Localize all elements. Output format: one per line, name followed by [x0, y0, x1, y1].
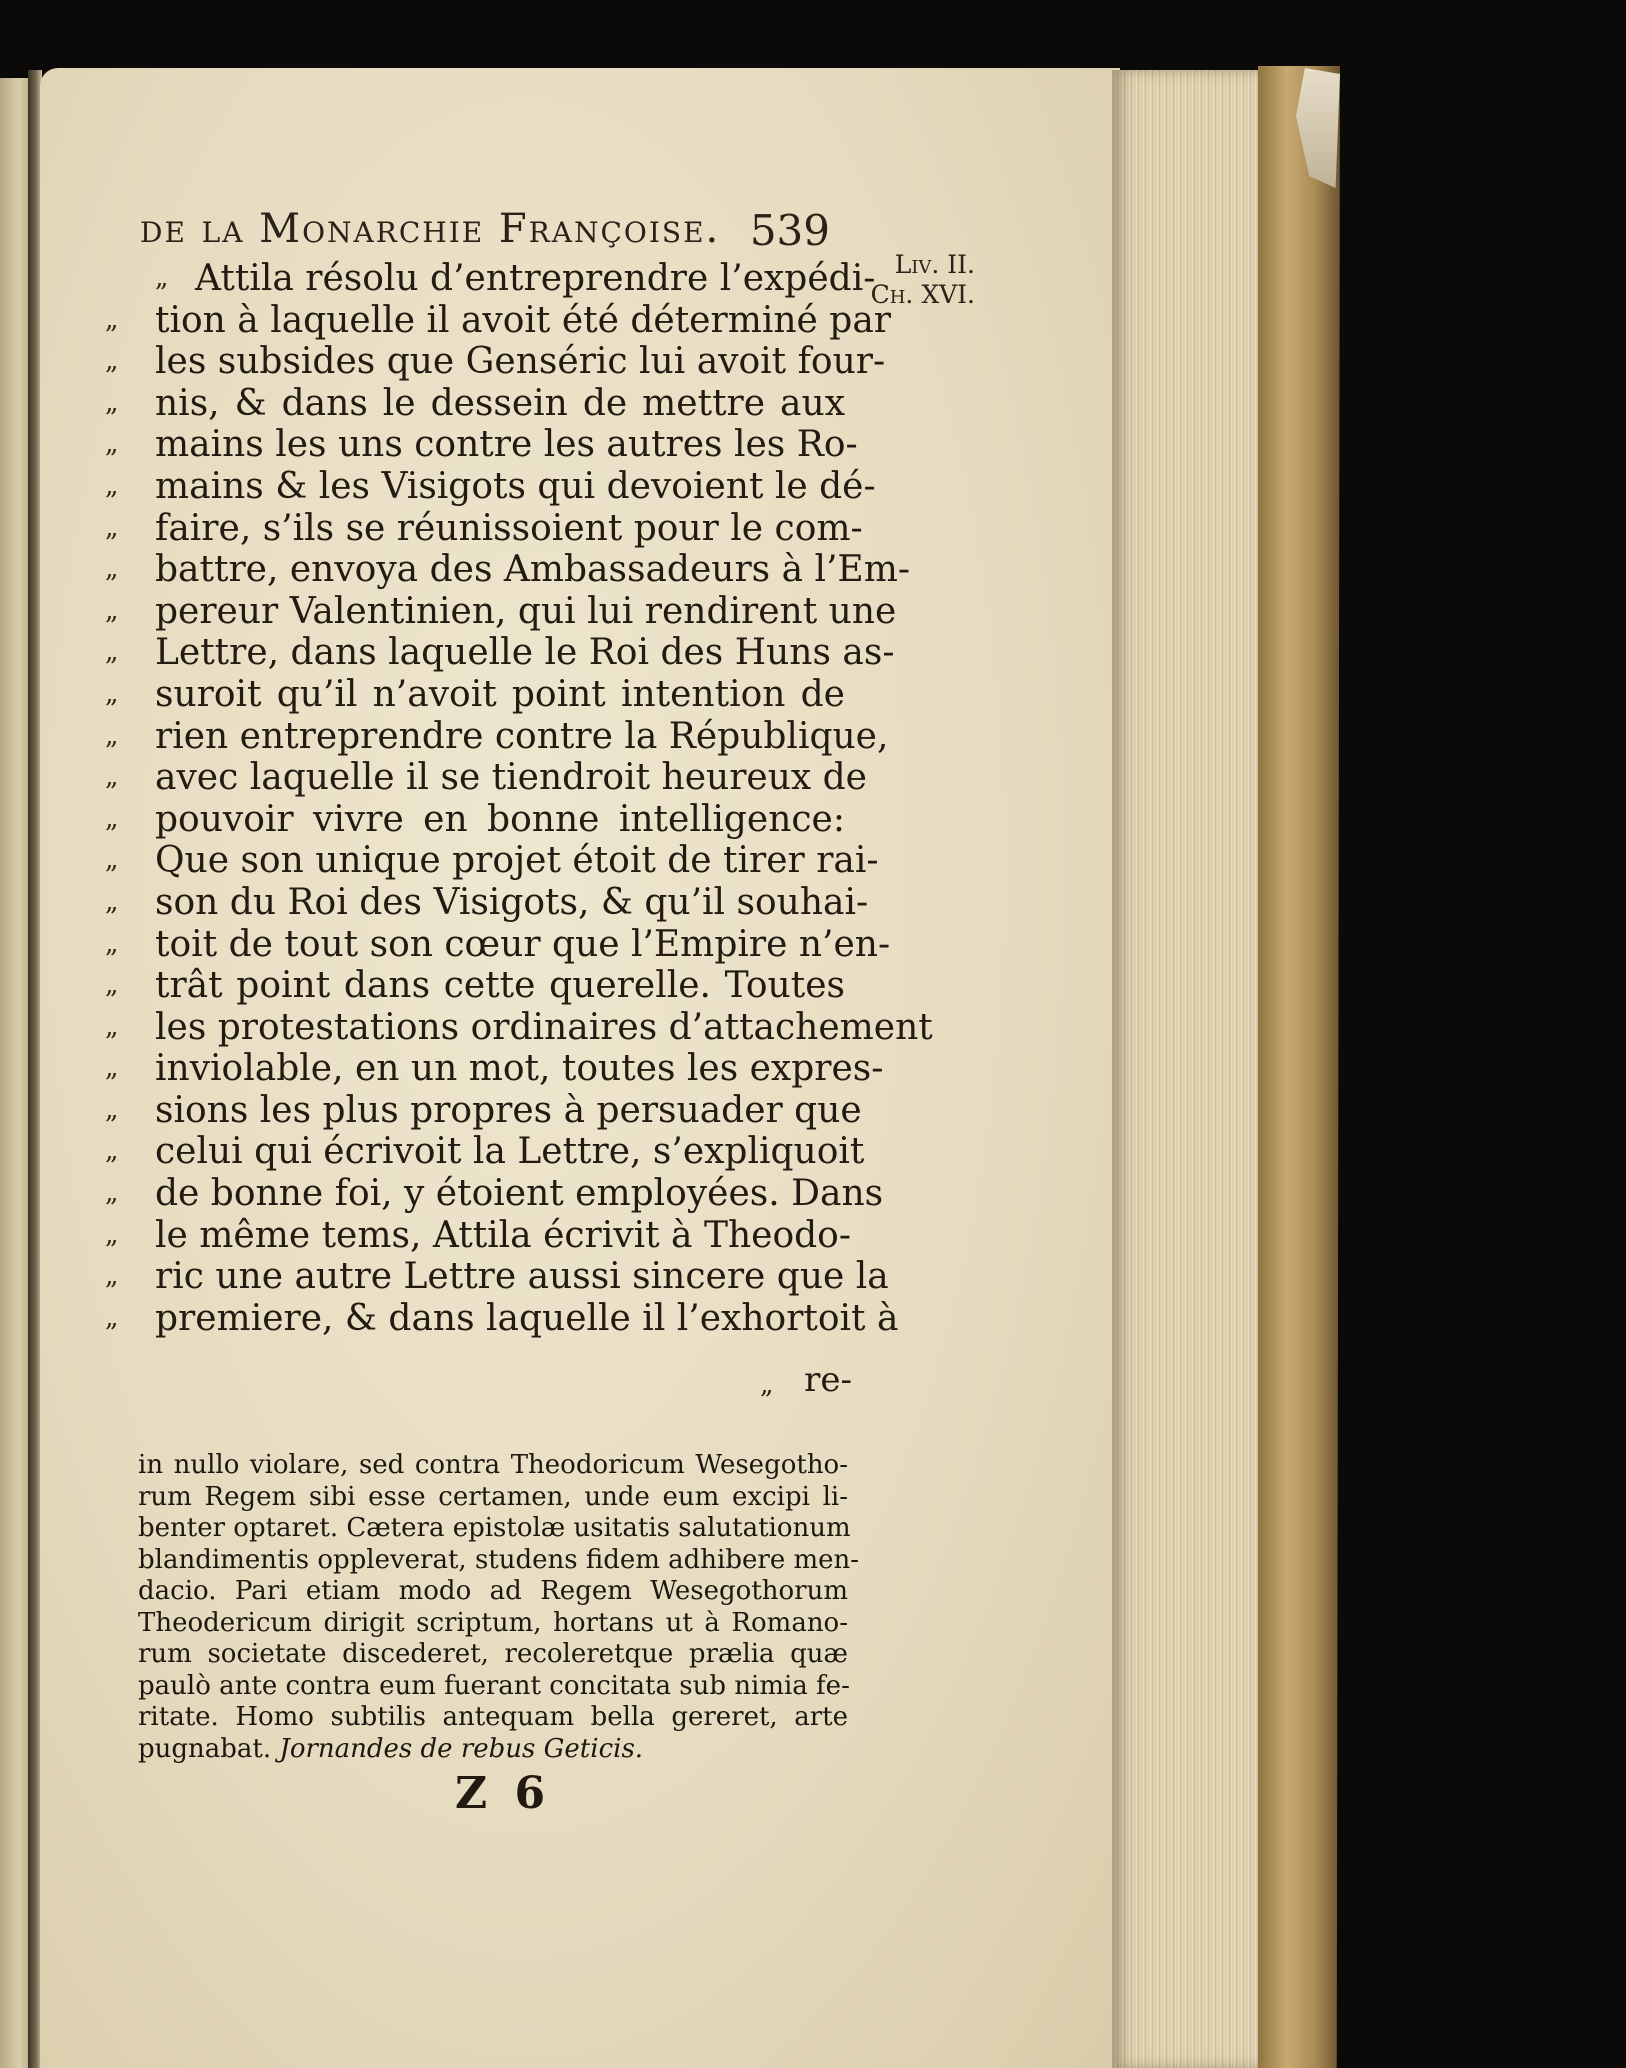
- quote-mark: „: [105, 845, 119, 876]
- quote-mark: „: [105, 387, 119, 418]
- leather-cover: [1258, 66, 1340, 2068]
- line-text: sions les plus propres à persuader que: [155, 1089, 862, 1131]
- quote-mark: „: [105, 346, 119, 377]
- footnote-line: blandimentis oppleverat, studens fidem adhibere men-: [138, 1544, 860, 1575]
- quote-mark: „: [105, 595, 119, 626]
- line-text: les protestations ordinaires d’attachement: [155, 1006, 933, 1048]
- text-line: [105, 507, 863, 550]
- line-text: trât point dans cette querelle. Toutes: [155, 965, 845, 1007]
- quote-mark: „: [105, 1302, 119, 1333]
- footnote-line: paulò ante contra eum fuerant concitata sub nimia fe-: [138, 1670, 850, 1701]
- footnote-last-text: pugnabat.: [138, 1733, 272, 1764]
- text-line: [105, 1256, 889, 1298]
- line-text: toit de tout son cœur que l’Empire n’en-: [155, 923, 891, 965]
- text-line: [105, 590, 897, 633]
- footnote-source: Jornandes de rebus Geticis.: [279, 1733, 644, 1764]
- quote-mark: „: [105, 928, 119, 959]
- line-text: suroit qu’il n’avoit point intention de: [155, 673, 845, 715]
- quote-mark: „: [105, 470, 119, 501]
- catchword: [760, 1360, 852, 1402]
- quote-mark: „: [105, 429, 119, 460]
- quote-mark: „: [105, 1136, 119, 1167]
- margin-note-book: Liv. II.: [894, 250, 975, 279]
- line-text: pereur Valentinien, qui lui rendirent une: [155, 590, 897, 632]
- catchword-quote-mark: „: [760, 1370, 774, 1400]
- line-text: tion à laquelle il avoit été déterminé par: [155, 299, 891, 341]
- footnote-line: in nullo violare, sed contra Theodoricum Wesegotho-: [138, 1450, 848, 1480]
- line-text: mains & les Visigots qui devoient le dé-: [155, 465, 876, 507]
- text-line: [105, 258, 876, 300]
- line-text: battre, envoya des Ambassadeurs à l’Em-: [155, 549, 911, 591]
- text-line: [105, 923, 891, 966]
- text-line: [105, 799, 845, 841]
- line-text: le même tems, Attila écrivit à Theodo-: [155, 1214, 852, 1256]
- text-line: [105, 341, 886, 383]
- quote-mark: „: [105, 886, 119, 917]
- quote-mark: „: [105, 762, 119, 793]
- text-line: [105, 881, 869, 924]
- text-line: [105, 465, 876, 508]
- line-text: Que son unique projet étoit de tirer rai-: [155, 840, 879, 882]
- line-text: inviolable, en un mot, toutes les expres-: [155, 1048, 884, 1090]
- quote-mark: „: [105, 1011, 119, 1042]
- line-text: avec laquelle il se tiendroit heureux de: [155, 757, 867, 799]
- footnote-line: dacio. Pari etiam modo ad Regem Wesegothorum: [138, 1576, 848, 1606]
- text-line: [105, 1089, 862, 1132]
- text-line: [105, 757, 867, 799]
- quote-mark: „: [155, 263, 169, 293]
- line-text: les subsides que Genséric lui avoit four-: [155, 341, 886, 383]
- line-text: pouvoir vivre en bonne intelligence:: [155, 798, 845, 840]
- footnote-last-line: [138, 1734, 848, 1766]
- catchword-text: re-: [804, 1360, 852, 1400]
- quote-mark: „: [105, 637, 119, 668]
- line-text: premiere, & dans laquelle il l’exhortoit à: [155, 1297, 899, 1339]
- quote-mark: „: [105, 304, 119, 335]
- quote-mark: „: [105, 720, 119, 751]
- footnote-line: benter optaret. Cætera epistolæ usitatis salutationum: [138, 1513, 851, 1543]
- line-text: Lettre, dans laquelle le Roi des Huns as-: [155, 632, 895, 674]
- text-line: [105, 965, 845, 1007]
- text-line: [105, 632, 895, 674]
- footnote-lines: [138, 1450, 860, 1734]
- text-line: [105, 424, 858, 466]
- quote-mark: „: [105, 1178, 119, 1209]
- text-line: [105, 840, 879, 882]
- margin-note-chapter: Ch. XVI.: [870, 280, 975, 309]
- quote-mark: „: [105, 803, 119, 834]
- text-line: [105, 549, 911, 591]
- line-text: son du Roi des Visigots, & qu’il souhai-: [155, 881, 869, 923]
- quote-mark: „: [105, 554, 119, 585]
- footnote-line: rum societate discederet, recoleretque prælia quæ: [138, 1639, 848, 1669]
- quote-mark: „: [105, 1094, 119, 1125]
- quote-mark: „: [105, 678, 119, 709]
- line-text: rien entreprendre contre la République,: [155, 715, 889, 757]
- text-line: [105, 1173, 884, 1215]
- running-title: de la Monarchie Françoise.: [140, 206, 721, 252]
- text-line: [105, 674, 845, 716]
- text-line: [105, 1297, 899, 1340]
- footnote: [138, 1450, 860, 1765]
- quote-mark: „: [105, 970, 119, 1001]
- line-text: celui qui écrivoit la Lettre, s’expliquoit: [155, 1131, 865, 1173]
- line-text: mains les uns contre les autres les Ro-: [155, 424, 858, 466]
- footnote-line: ritate. Homo subtilis antequam bella gereret, arte: [138, 1702, 848, 1732]
- footnote-line: rum Regem sibi esse certamen, unde eum excipi li-: [138, 1481, 848, 1512]
- text-line: [105, 299, 891, 342]
- line-text: faire, s’ils se réunissoient pour le com-: [155, 507, 863, 549]
- line-text: de bonne foi, y étoient employées. Dans: [155, 1173, 884, 1215]
- quote-mark: „: [105, 1053, 119, 1084]
- line-text: Attila résolu d’entreprendre l’expédi-: [195, 258, 876, 299]
- quote-mark: „: [105, 512, 119, 543]
- text-line: [105, 383, 845, 425]
- text-line: [105, 1131, 865, 1173]
- page-block-fore-edge: [1112, 70, 1262, 2068]
- line-text: ric une autre Lettre aussi sincere que la: [155, 1256, 889, 1298]
- footnote-line: Theodericum dirigit scriptum, hortans ut à Romano-: [138, 1607, 848, 1638]
- quote-mark: „: [105, 1261, 119, 1292]
- text-line: [105, 1006, 933, 1049]
- quote-mark: „: [105, 1219, 119, 1250]
- text-line: [105, 715, 889, 758]
- signature-mark: Z 6: [455, 1768, 552, 1819]
- text-line: [105, 1214, 852, 1257]
- page-number: 539: [749, 206, 830, 255]
- line-text: nis, & dans le dessein de mettre aux: [155, 382, 845, 424]
- text-line: [105, 1048, 884, 1090]
